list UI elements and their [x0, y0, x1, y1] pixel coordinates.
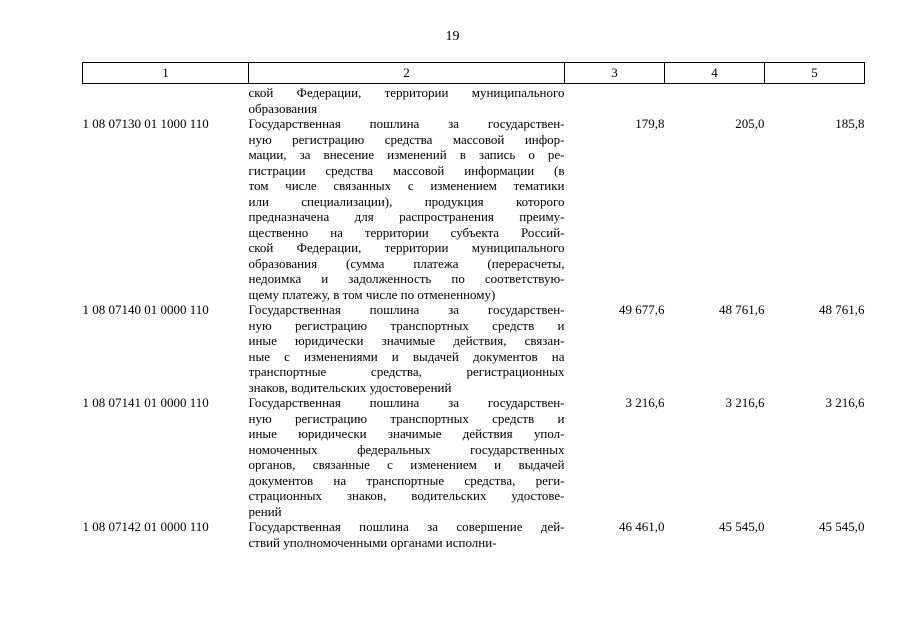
description-line: мации, за внесение изменений в запись о ре-: [248, 147, 565, 162]
row-value-v3: 46 461,0: [619, 519, 665, 534]
description-line: щественно на территории субъекта Россий-: [248, 224, 565, 240]
row-code: [83, 84, 249, 117]
description-line: ную регистрацию транспортных средств и: [248, 410, 565, 426]
description-line: страционных знаков, водительских удостове-: [248, 488, 565, 503]
description-line: рений: [248, 503, 282, 519]
description-line: ную регистрацию транспортных средств и: [248, 317, 565, 333]
row-description: [249, 395, 565, 519]
row-value-v4: 45 545,0: [719, 519, 765, 534]
row-description: [249, 519, 565, 550]
row-value-v4: 205,0: [735, 116, 765, 131]
description-line: гистрации средства массовой информации (в: [248, 162, 565, 178]
description-line: номоченных федеральных государственных: [248, 441, 565, 457]
budget-table: [82, 62, 865, 550]
description-line: или специализации), продукция которого: [248, 193, 565, 209]
row-description: [249, 116, 565, 302]
row-value-v4: [665, 84, 765, 117]
row-value-v3: [565, 84, 665, 117]
header-row: [83, 63, 865, 84]
description-line: иные юридически значимые действия, связан-: [248, 333, 565, 348]
row-value-v5: 48 761,6: [819, 302, 865, 317]
description-line: знаков, водительских удостоверений: [248, 379, 452, 395]
row-value-v4: 3 216,6: [725, 395, 765, 410]
description-line: ные с изменениями и выдачей документов на: [248, 348, 565, 364]
row-description: [249, 84, 565, 117]
header-col-4: 4: [665, 63, 765, 84]
table-row: [83, 116, 865, 302]
table-row: [83, 84, 865, 117]
row-value-v5: 185,8: [835, 116, 865, 131]
description-line: Государственная пошлина за совершение дей-: [248, 519, 565, 534]
header-col-2: 2: [249, 63, 565, 84]
description-line: ской Федерации, территории муниципального: [248, 85, 565, 100]
description-line: недоимка и задолженность по соответствую-: [248, 271, 565, 286]
row-code: 1 08 07130 01 1000 110: [82, 116, 209, 131]
header-col-1: 1: [83, 63, 249, 84]
description-line: образования (сумма платежа (перерасчеты,: [248, 255, 565, 271]
description-line: Государственная пошлина за государствен-: [248, 395, 565, 410]
description-line: образования: [248, 100, 318, 116]
description-line: органов, связанные с изменением и выдачей: [248, 457, 565, 472]
row-value-v5: [765, 84, 865, 117]
row-value-v3: 179,8: [635, 116, 665, 131]
row-value-v4: 48 761,6: [719, 302, 765, 317]
description-line: документов на транспортные средства, реги-: [248, 472, 565, 488]
table-row: [83, 302, 865, 395]
description-line: Государственная пошлина за государствен-: [248, 116, 565, 131]
row-value-v5: 45 545,0: [819, 519, 865, 534]
description-line: том числе связанных с изменением тематики: [248, 178, 565, 193]
description-line: транспортные средства, регистрационных: [248, 364, 565, 379]
row-value-v3: 3 216,6: [625, 395, 665, 410]
row-description: [249, 302, 565, 395]
row-code: 1 08 07142 01 0000 110: [82, 519, 209, 534]
description-line: ную регистрацию средства массовой инфор-: [248, 131, 565, 147]
table-row: [83, 395, 865, 519]
description-line: иные юридически значимые действия упол-: [248, 426, 565, 441]
row-value-v5: 3 216,6: [825, 395, 865, 410]
description-line: предназначена для распространения преиму-: [248, 209, 565, 224]
row-code: 1 08 07140 01 0000 110: [82, 302, 209, 317]
row-code: 1 08 07141 01 0000 110: [82, 395, 209, 410]
header-col-5: 5: [765, 63, 865, 84]
row-value-v3: 49 677,6: [619, 302, 665, 317]
description-line: Государственная пошлина за государствен-: [248, 302, 565, 317]
header-col-3: 3: [565, 63, 665, 84]
description-line: ствий уполномоченными органами исполни-: [248, 534, 497, 550]
description-line: ской Федерации, территории муниципального: [248, 240, 565, 255]
page-number: 19: [445, 29, 460, 44]
description-line: щему платежу, в том числе по отмененному): [248, 286, 496, 302]
table-row: [83, 519, 865, 550]
